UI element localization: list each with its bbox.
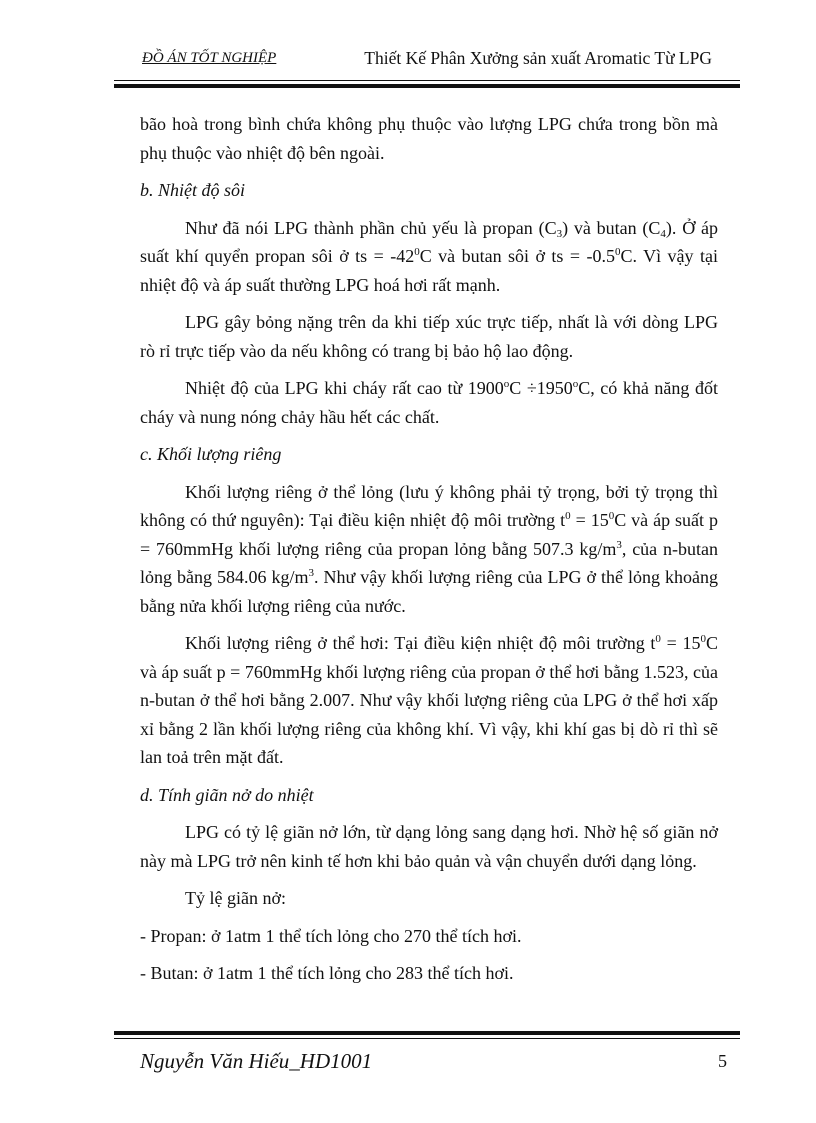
heading-b: b. Nhiệt độ sôi (140, 180, 246, 200)
paragraph-2: Như đã nói LPG thành phần chủ yếu là propan $(C_3)$ và butan $(C_4)$. Ở áp suất khí quyển propan sôi ở ts = $-42^0C$ và butan sôi ở ts = $-0.5^0C$. Vì vậy tại nhiệt độ và áp suất thường LPG hoá hơi rất mạnh. (140, 217, 718, 295)
footer-rule-thin (114, 1038, 740, 1039)
list-item-propan: - Propan: ở 1atm 1 thể tích lỏng cho 270 thể tích hơi. (140, 925, 522, 946)
paragraph-3: LPG gây bỏng nặng trên da khi tiếp xúc trực tiếp, nhất là với dòng LPG rò rỉ trực tiếp vào da nếu không có trang bị bảo hộ lao động. (140, 312, 718, 361)
footer-rule-thick (114, 1031, 740, 1035)
heading-d: d. Tính giãn nở do nhiệt (140, 784, 314, 805)
paragraph-6: Khối lượng riêng ở thể hơi: Tại điều kiện nhiệt độ môi trường $t^0 = 15^0C$ và áp suất p = 760mmHg khối lượng riêng của propan ở thể hơi bằng 1.523, của n-butan ở thể hơi bằng 2.007. Như vậy khối lượng riêng của LPG ở thể hơi xấp xỉ bằng 2 lần khối lượng riêng của không khí. Vì vậy, khi khí gas bị dò rỉ thì sẽ lan toả trên mặt đất. (140, 633, 718, 767)
paragraph-7: LPG có tỷ lệ giãn nở lớn, từ dạng lỏng sang dạng hơi. Nhờ hệ số giãn nở này mà LPG trở nên kinh tế hơn khi bảo quản và vận chuyển dưới dạng lỏng. (140, 822, 718, 871)
list-item-butan: - Butan: ở 1atm 1 thể tích lỏng cho 283 thể tích hơi. (140, 963, 514, 983)
page-header (140, 46, 720, 72)
page-body (140, 110, 718, 988)
heading-c: c. Khối lượng riêng (140, 444, 282, 464)
header-rule-thick (114, 84, 740, 88)
header-right-title: Thiết Kế Phân Xưởng sản xuất Aromatic Từ LPG (364, 48, 712, 68)
footer-author: Nguyễn Văn Hiếu_HD1001 (140, 1049, 373, 1073)
paragraph-5: Khối lượng riêng ở thể lỏng (lưu ý không phải tỷ trọng, bởi tỷ trọng thì không có thứ nguyên): Tại điều kiện nhiệt độ môi trường $t^0 = 15^0C$ và áp suất p = 760mmHg khối lượng riêng của propan lỏng bằng 507.3 $kg/m^3$, của n-butan lỏng bằng 584.06 $kg/m^3$. Như vậy khối lượng riêng của LPG ở thể lỏng khoảng bằng nửa khối lượng riêng của nước. (140, 481, 718, 616)
paragraph-8: Tỷ lệ giãn nở: (185, 888, 286, 908)
header-rule-thin (114, 80, 740, 81)
header-left-title: ĐỒ ÁN TỐT NGHIỆP (142, 50, 277, 66)
page-number: 5 (718, 1051, 727, 1071)
paragraph-1: bão hoà trong bình chứa không phụ thuộc vào lượng LPG chứa trong bồn mà phụ thuộc vào nhiệt độ bên ngoài. (140, 114, 718, 163)
paragraph-4: Nhiệt độ của LPG khi cháy rất cao từ $1900^oC \div 1950^oC$, có khả năng đốt cháy và nung nóng chảy hầu hết các chất. (140, 378, 718, 427)
